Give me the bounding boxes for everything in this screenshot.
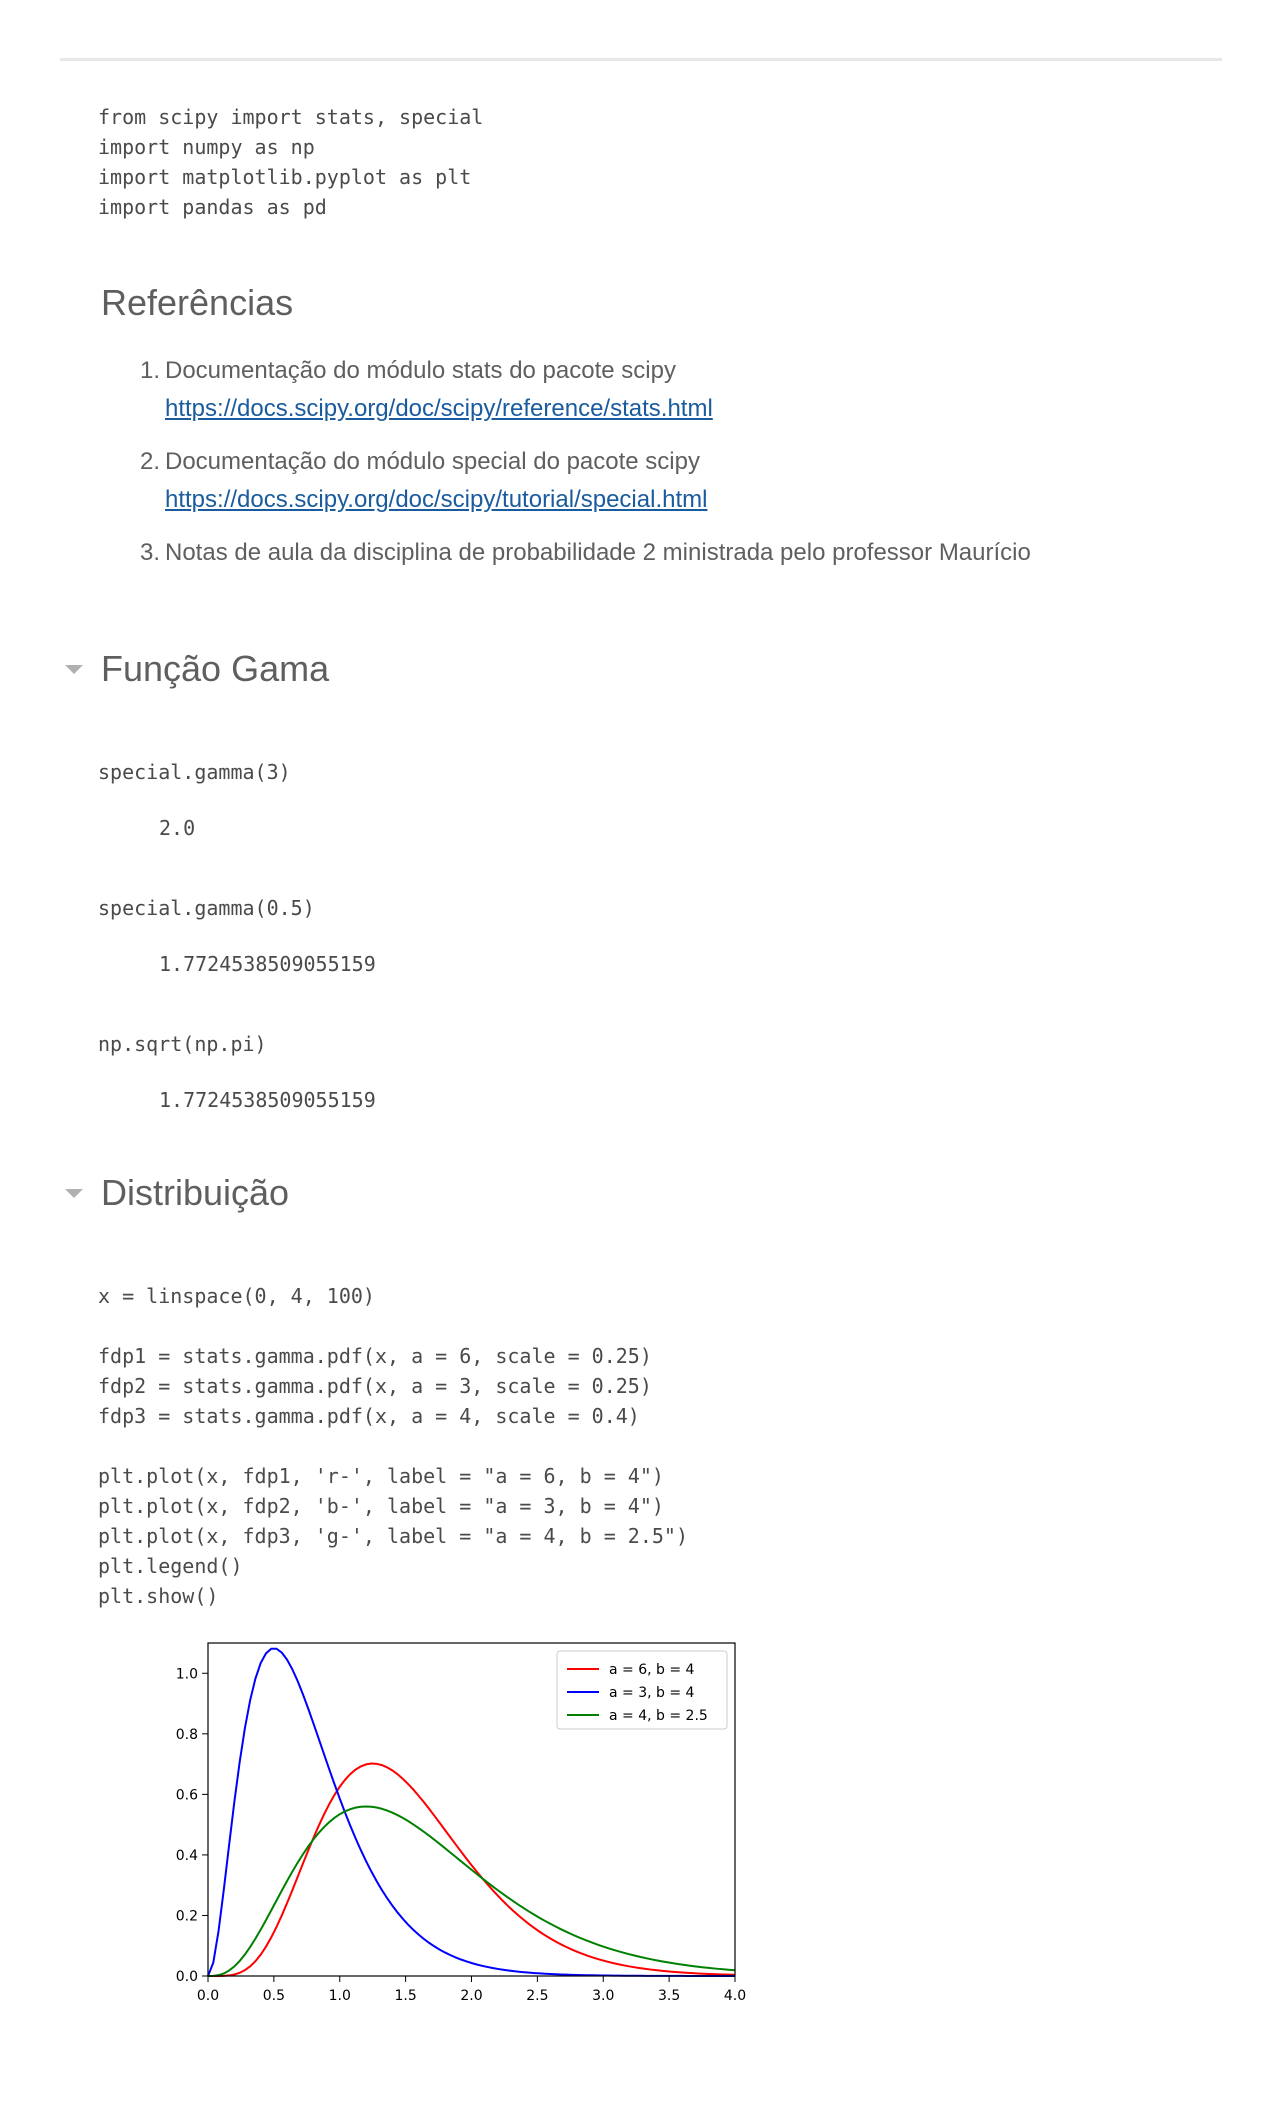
code-cell-sqrtpi[interactable]: np.sqrt(np.pi) [98, 1032, 267, 1056]
y-tick-label: 0.8 [175, 1726, 198, 1743]
collapse-dist-icon[interactable] [65, 1189, 83, 1198]
output-gamma3: 2.0 [159, 816, 196, 840]
x-tick-label: 4.0 [723, 1988, 747, 2004]
reference-text: Documentação do módulo special do pacote scipy [165, 448, 700, 475]
code-line: fdp3 = stats.gamma.pdf(x, a = 4, scale = 0.4) [98, 1404, 640, 1428]
reference-item [140, 352, 1031, 428]
reference-link[interactable]: https://docs.scipy.org/doc/scipy/reference/stats.html [165, 395, 713, 422]
output-gamma05: 1.7724538509055159 [159, 952, 376, 976]
reference-number: 3. [140, 539, 161, 566]
code-line: plt.plot(x, fdp2, 'b-', label = "a = 3, b = 4") [98, 1494, 664, 1518]
x-tick-label: 2.5 [526, 1988, 549, 2004]
code-line: plt.show() [98, 1584, 219, 1608]
section-title-gamma: Função Gama [101, 648, 330, 689]
code-line: plt.legend() [98, 1554, 243, 1578]
references-list [140, 352, 1031, 587]
x-tick-label: 0.5 [262, 1988, 286, 2004]
code-line: plt.plot(x, fdp3, 'g-', label = "a = 4, b = 2.5") [98, 1524, 689, 1548]
code-cell-imports[interactable] [98, 102, 483, 222]
code-line: import pandas as pd [98, 195, 327, 219]
x-tick-label: 1.0 [328, 1988, 351, 2004]
reference-text: Notas de aula da disciplina de probabilidade 2 ministrada pelo professor Maurício [165, 539, 1031, 566]
x-tick-label: 2.0 [460, 1988, 483, 2004]
gamma-pdf-chart [150, 1625, 750, 2025]
code-line: x = linspace(0, 4, 100) [98, 1284, 375, 1308]
code-cell-dist[interactable] [98, 1281, 688, 1611]
code-line: plt.plot(x, fdp1, 'r-', label = "a = 6, b = 4") [98, 1464, 664, 1488]
code-line: fdp1 = stats.gamma.pdf(x, a = 6, scale = 0.25) [98, 1344, 652, 1368]
code-cell-gamma05[interactable]: special.gamma(0.5) [98, 896, 315, 920]
legend-label: a = 4, b = 2.5 [609, 1708, 708, 1724]
x-tick-label: 3.0 [592, 1988, 615, 2004]
references-heading: Referências [101, 282, 294, 323]
y-tick-label: 0.6 [175, 1787, 198, 1804]
reference-number: 1. [140, 357, 161, 384]
code-line: import matplotlib.pyplot as plt [98, 165, 472, 189]
legend-label: a = 6, b = 4 [609, 1662, 695, 1678]
y-tick-label: 0.2 [175, 1908, 198, 1925]
reference-number: 2. [140, 448, 161, 475]
code-cell-gamma3[interactable]: special.gamma(3) [98, 760, 291, 784]
reference-item [140, 443, 1031, 519]
reference-item [140, 534, 1031, 572]
code-line: from scipy import stats, special [98, 105, 484, 129]
top-separator [60, 58, 1222, 61]
x-tick-label: 3.5 [657, 1988, 681, 2004]
code-line: import numpy as np [98, 135, 315, 159]
y-tick-label: 0.4 [175, 1847, 198, 1864]
y-tick-label: 0.0 [175, 1969, 198, 1985]
reference-text: Documentação do módulo stats do pacote scipy [165, 357, 676, 384]
x-tick-label: 0.0 [196, 1988, 220, 2004]
y-tick-label: 1.0 [175, 1666, 198, 1683]
reference-link[interactable]: https://docs.scipy.org/doc/scipy/tutorial/special.html [165, 486, 708, 513]
collapse-gamma-icon[interactable] [65, 665, 83, 674]
x-tick-label: 1.5 [394, 1988, 417, 2004]
output-sqrtpi: 1.7724538509055159 [159, 1088, 376, 1112]
legend-label: a = 3, b = 4 [609, 1685, 695, 1701]
section-title-dist: Distribuição [101, 1172, 290, 1213]
code-line: fdp2 = stats.gamma.pdf(x, a = 3, scale = 0.25) [98, 1374, 652, 1398]
